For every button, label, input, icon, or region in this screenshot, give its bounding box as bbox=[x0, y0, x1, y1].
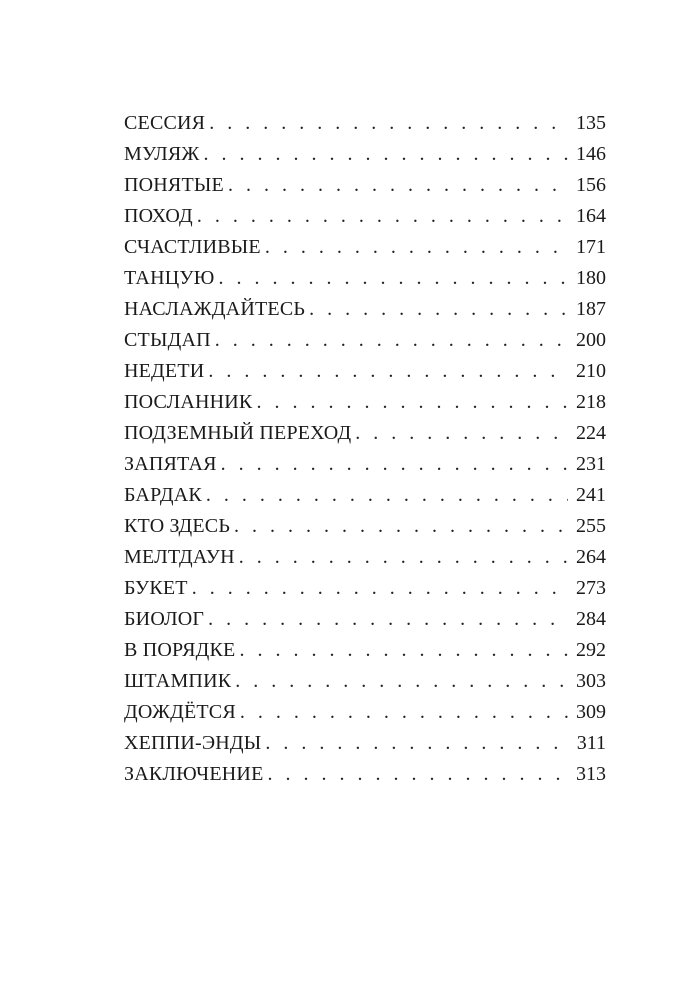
toc-entry-page: 284 bbox=[576, 608, 606, 630]
toc-entry bbox=[124, 480, 606, 511]
toc-entry-page: 309 bbox=[576, 701, 606, 723]
toc-entry-title: ШТАМПИК bbox=[124, 670, 232, 692]
toc-dot-leader bbox=[265, 728, 568, 759]
toc-dot-leader bbox=[355, 418, 568, 449]
toc-entry-title: БИОЛОГ bbox=[124, 608, 205, 630]
toc-dot-leader bbox=[192, 573, 568, 604]
toc-dot-leader bbox=[235, 666, 568, 697]
toc-entry-title: ЗАКЛЮЧЕНИЕ bbox=[124, 763, 264, 785]
toc-entry-page: 200 bbox=[576, 329, 606, 351]
toc-entry-title: ПОСЛАННИК bbox=[124, 391, 253, 413]
toc-entry bbox=[124, 697, 606, 728]
toc-entry-page: 241 bbox=[576, 484, 606, 506]
toc-dot-leader bbox=[209, 108, 568, 139]
toc-entry-page: 210 bbox=[576, 360, 606, 382]
toc-entry-page: 146 bbox=[576, 143, 606, 165]
toc-entry-title: СЕССИЯ bbox=[124, 112, 206, 134]
toc-dot-leader bbox=[256, 387, 568, 418]
toc-entry-title: ПОДЗЕМНЫЙ ПЕРЕХОД bbox=[124, 422, 352, 444]
toc-entry bbox=[124, 449, 606, 480]
toc-entry-title: НАСЛАЖДАЙТЕСЬ bbox=[124, 298, 306, 320]
toc-entry-page: 218 bbox=[576, 391, 606, 413]
toc-entry-title: ХЕППИ-ЭНДЫ bbox=[124, 732, 262, 754]
toc-entry-title: БУКЕТ bbox=[124, 577, 188, 599]
toc-dot-leader bbox=[206, 480, 568, 511]
toc-entry-title: ПОХОД bbox=[124, 205, 193, 227]
toc-dot-leader bbox=[239, 542, 568, 573]
toc-dot-leader bbox=[228, 170, 568, 201]
toc-entry-page: 311 bbox=[576, 732, 606, 754]
toc-entry-page: 180 bbox=[576, 267, 606, 289]
toc-entry bbox=[124, 232, 606, 263]
toc-entry bbox=[124, 108, 606, 139]
toc-entry bbox=[124, 604, 606, 635]
toc-entry-page: 255 bbox=[576, 515, 606, 537]
toc-dot-leader bbox=[234, 511, 568, 542]
toc-dot-leader bbox=[208, 604, 568, 635]
toc-entry-page: 135 bbox=[576, 112, 606, 134]
toc-dot-leader bbox=[215, 325, 568, 356]
toc-entry-title: СТЫДАП bbox=[124, 329, 211, 351]
toc-dot-leader bbox=[309, 294, 568, 325]
toc-entry bbox=[124, 511, 606, 542]
toc-entry-page: 292 bbox=[576, 639, 606, 661]
toc-entry-title: НЕДЕТИ bbox=[124, 360, 205, 382]
toc-entry bbox=[124, 542, 606, 573]
toc-entry bbox=[124, 325, 606, 356]
toc-dot-leader bbox=[204, 139, 568, 170]
toc-dot-leader bbox=[221, 449, 568, 480]
toc-entry-page: 224 bbox=[576, 422, 606, 444]
toc-entry-page: 273 bbox=[576, 577, 606, 599]
toc-entry-title: КТО ЗДЕСЬ bbox=[124, 515, 231, 537]
toc-entry bbox=[124, 728, 606, 759]
toc-dot-leader bbox=[208, 356, 568, 387]
toc-entry bbox=[124, 635, 606, 666]
toc-entry bbox=[124, 573, 606, 604]
toc-entry-title: МЕЛТДАУН bbox=[124, 546, 235, 568]
toc-entry-page: 164 bbox=[576, 205, 606, 227]
toc-entry-title: СЧАСТЛИВЫЕ bbox=[124, 236, 261, 258]
toc-entry-title: БАРДАК bbox=[124, 484, 202, 506]
toc-entry-title: ЗАПЯТАЯ bbox=[124, 453, 217, 475]
toc-entry bbox=[124, 418, 606, 449]
toc-entry bbox=[124, 294, 606, 325]
toc-entry-page: 303 bbox=[576, 670, 606, 692]
toc-entry-page: 187 bbox=[576, 298, 606, 320]
toc-entry-page: 313 bbox=[576, 763, 606, 785]
toc-entry bbox=[124, 263, 606, 294]
toc-dot-leader bbox=[240, 697, 568, 728]
toc-entry bbox=[124, 387, 606, 418]
toc-entry-title: В ПОРЯДКЕ bbox=[124, 639, 236, 661]
toc-dot-leader bbox=[197, 201, 568, 232]
toc-entry bbox=[124, 356, 606, 387]
toc-entry-title: ДОЖДЁТСЯ bbox=[124, 701, 236, 723]
toc-dot-leader bbox=[267, 759, 568, 790]
toc-dot-leader bbox=[265, 232, 568, 263]
toc-entry-page: 231 bbox=[576, 453, 606, 475]
table-of-contents bbox=[124, 108, 606, 790]
toc-entry bbox=[124, 170, 606, 201]
toc-entry bbox=[124, 201, 606, 232]
toc-entry-page: 171 bbox=[576, 236, 606, 258]
toc-entry-title: МУЛЯЖ bbox=[124, 143, 200, 165]
toc-entry-title: ПОНЯТЫЕ bbox=[124, 174, 224, 196]
toc-entry-page: 156 bbox=[576, 174, 606, 196]
toc-entry bbox=[124, 759, 606, 790]
toc-dot-leader bbox=[239, 635, 568, 666]
toc-entry bbox=[124, 666, 606, 697]
toc-dot-leader bbox=[218, 263, 568, 294]
toc-entry bbox=[124, 139, 606, 170]
toc-entry-page: 264 bbox=[576, 546, 606, 568]
toc-entry-title: ТАНЦУЮ bbox=[124, 267, 215, 289]
